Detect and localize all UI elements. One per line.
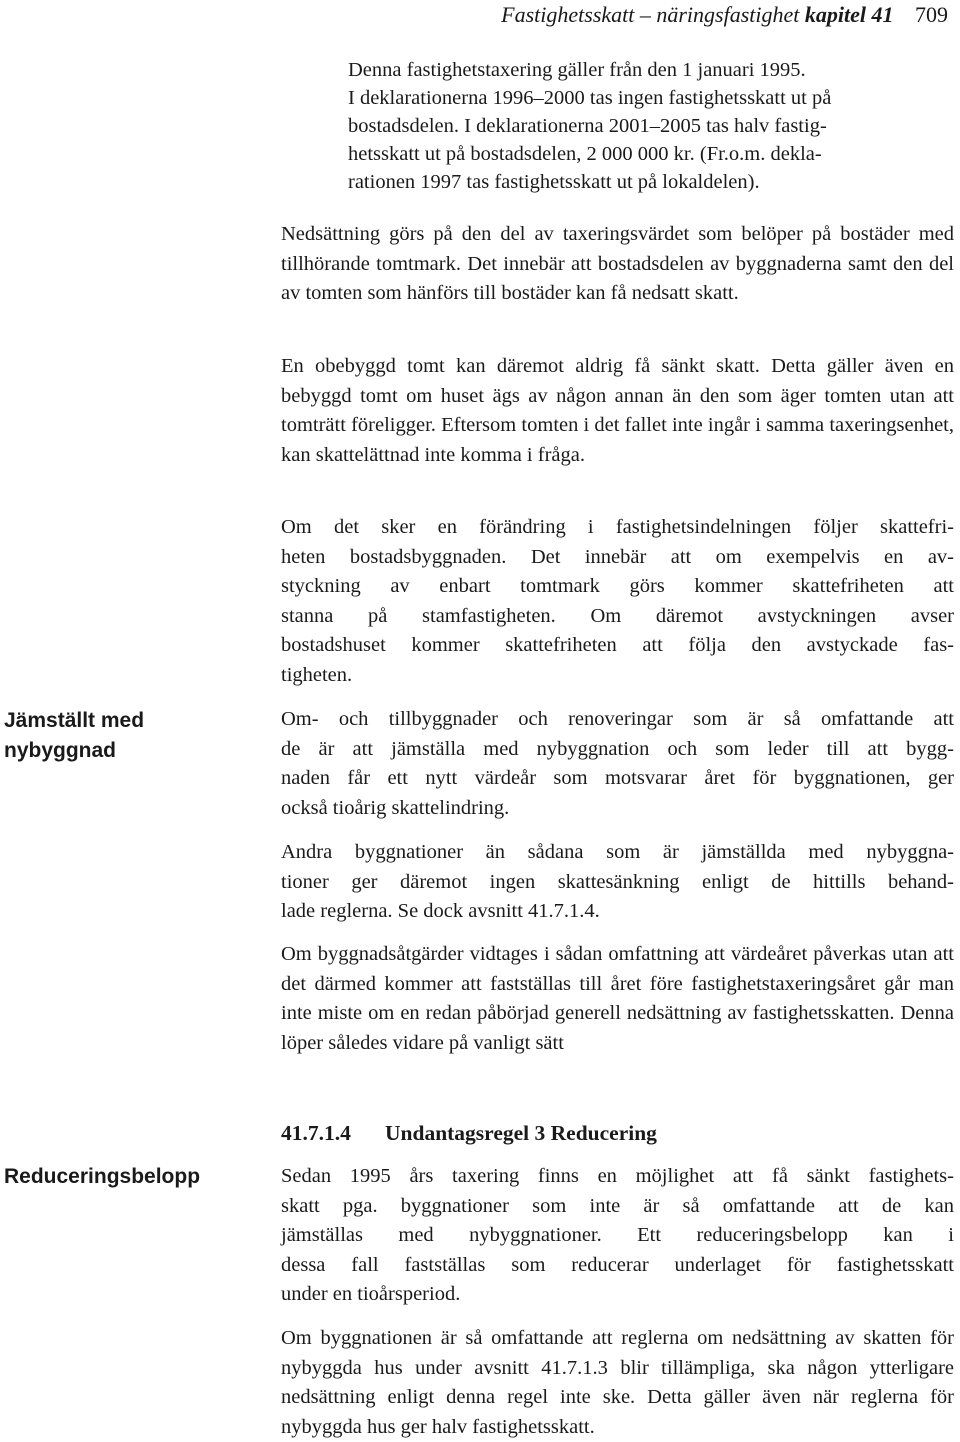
indented-note [348, 56, 954, 196]
margin-note-line: nybyggnad [4, 739, 117, 762]
paragraph-line: styckning av enbart tomtmark görs kommer skattefriheten att [281, 575, 954, 598]
paragraph-line: heten bostadsbyggnaden. Det innebär att om exempelvis en av- [281, 545, 954, 568]
paragraph-line: dessa fall fastställas som reducerar underlaget för fastighetsskatt [281, 1253, 954, 1276]
section-heading [281, 1118, 657, 1148]
paragraph-line: lade reglerna. Se dock avsnitt 41.7.1.4. [281, 900, 600, 923]
paragraph-line: skatt pga. byggnationer som inte är så omfattande att de kan [281, 1194, 954, 1217]
note-line: Denna fastighetstaxering gäller från den 1 januari 1995. [348, 59, 806, 81]
header-chapter: kapitel 41 [804, 2, 894, 27]
paragraph-line: de är att jämställa med nybyggnation och som leder till att bygg- [281, 737, 954, 760]
note-line: rationen 1997 tas fastighetsskatt ut på lokaldelen). [348, 171, 760, 193]
paragraph [281, 705, 954, 823]
paragraph-line: Sedan 1995 års taxering finns en möjlighet att få sänkt fastighets- [281, 1165, 954, 1187]
margin-note-line: Jämställt med [4, 709, 145, 732]
note-line: bostadsdelen. I deklarationerna 2001–2005 tas halv fastig- [348, 115, 827, 137]
paragraph [281, 838, 954, 927]
margin-note-jamstallt [4, 706, 244, 766]
paragraph-line: naden får ett nytt värdeår som motsvarar året för byggnationen, ger [281, 767, 954, 790]
paragraph-line: tioner ger däremot ingen skattesänkning enligt de hittills behand- [281, 870, 954, 893]
note-line: hetsskatt ut på bostadsdelen, 2 000 000 kr. (Fr.o.m. dekla- [348, 143, 822, 165]
paragraph: Om byggnadsåtgärder vidtages i sådan omfattning att värdeåret påverkas utan att det därmed kommer att fastställas till året före fastighetstaxeringsåret går man inte miste om en redan påbörjad generell nedsättning av fastighetsskatten. Denna löper således vidare på vanligt sätt [281, 943, 954, 1054]
paragraph [281, 513, 954, 691]
margin-note-reduceringsbelopp: Reduceringsbelopp [4, 1165, 201, 1188]
paragraph: Om byggnationen är så omfattande att reglerna om nedsättning av skatten för nybyggda hus under avsnitt 41.7.1.3 blir tillämpliga, ska någon ytterligare nedsättning enligt denna regel inte ske. Detta gäller även när reglerna för nybyggda hus ger halv fastighetsskatt. [281, 1327, 954, 1438]
note-line: I deklarationerna 1996–2000 tas ingen fastighetsskatt ut på [348, 87, 832, 109]
paragraph-line: Om- och tillbyggnader och renoveringar som är så omfattande att [281, 708, 954, 730]
header-title: Fastighetsskatt – näringsfastighet [501, 2, 800, 27]
page-number: 709 [915, 2, 948, 27]
paragraph-line: Om det sker en förändring i fastighetsindelningen följer skattefri- [281, 516, 954, 538]
paragraph-line: Andra byggnationer än sådana som är jämställda med nybyggna- [281, 841, 954, 863]
section-title: Undantagsregel 3 Reducering [385, 1121, 657, 1145]
section-number: 41.7.1.4 [281, 1121, 351, 1145]
paragraph: Nedsättning görs på den del av taxeringsvärdet som belöper på bostäder med tillhörande tomtmark. Det innebär att bostadsdelen av byggnaderna samt den del av tomten som hänförs till bostäder kan få nedsatt skatt. [281, 223, 954, 305]
paragraph-line: jämställas med nybyggnationer. Ett reduceringsbelopp kan i [281, 1224, 954, 1247]
paragraph-line: tigheten. [281, 663, 353, 686]
running-header [501, 2, 948, 28]
paragraph-line: också tioårig skattelindring. [281, 796, 510, 819]
paragraph: En obebyggd tomt kan däremot aldrig få sänkt skatt. Detta gäller även en bebyggd tomt om huset ägs av någon annan än den som äger tomten utan att tomträtt föreligger. Eftersom tomten i det fallet inte ingår i samma taxeringsenhet, kan skattelättnad inte komma i fråga. [281, 355, 954, 466]
paragraph-line: bostadshuset kommer skattefriheten att följa den avstyckade fas- [281, 634, 954, 657]
paragraph-line: under en tioårsperiod. [281, 1283, 461, 1306]
paragraph-line: stanna på stamfastigheten. Om däremot avstyckningen avser [281, 604, 954, 627]
paragraph [281, 1162, 954, 1310]
